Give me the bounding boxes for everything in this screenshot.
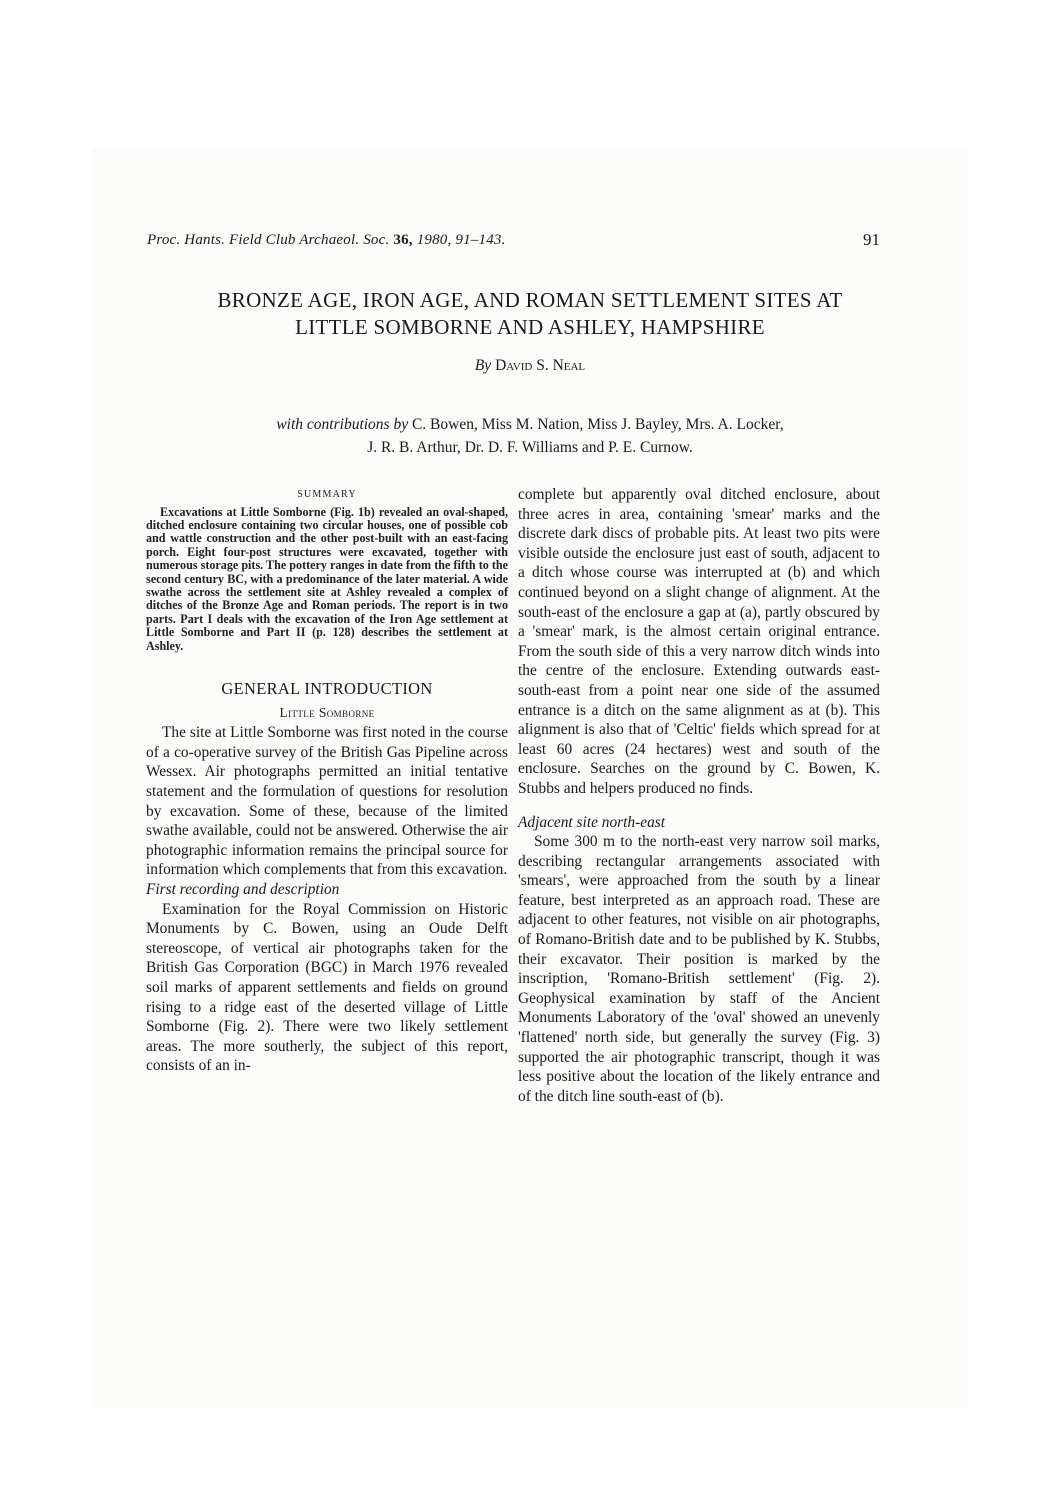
summary-text: Excavations at Little Somborne (Fig. 1b) revealed an oval-shaped, ditched enclosure containing two circular houses, one of possible cob and wattle construction and the other post-built with an east-facing porch. Eight four-post structures were excavated, together with numerous storage pits. The pottery ranges in date from the fifth to the second century BC, with a predominance of the later material. A wide swathe across the settlement site at Ashley revealed a complex of ditches of the Bronze Age and Roman periods. The report is in two parts. Part I deals with the excavation of the Iron Age settlement at Little Somborne and Part II (p. 128) describes the settlement at Ashley. (146, 504, 508, 653)
running-head (147, 232, 880, 249)
contributors-line-1: C. Bowen, Miss M. Nation, Miss J. Bayley, Mrs. A. Locker, (411, 416, 784, 433)
article-title (130, 287, 930, 341)
byline (130, 357, 930, 375)
little-somborne-subheading: Little Somborne (279, 704, 375, 720)
title-line-2: LITTLE SOMBORNE AND ASHLEY, HAMPSHIRE (295, 315, 765, 339)
right-column (518, 485, 880, 1106)
page-number: 91 (863, 230, 880, 249)
first-recording-heading: First recording and description (146, 881, 340, 898)
right-paragraph-1: complete but apparently oval ditched enclosure, about three acres in area, containing 'smear' marks and the discrete dark discs of probable pits. At least two pits were visible outside the enclosure just east of south, adjacent to a ditch whose course was interrupted at (b) and which continued beyond on a slight change of alignment. At the south-east of the enclosure a gap at (a), partly obscured by a 'smear' mark, is the almost certain original entrance. From the south side of this a very narrow ditch winds into the centre of the enclosure. Extending outwards east-south-east from a point near one side of the assumed entrance is a ditch on the same alignment as at (b). This alignment is also that of 'Celtic' fields which spread for at least 60 acres (24 hectares) west and south of the enclosure. Searches on the ground by C. Bowen, K. Stubbs and helpers produced no finds. (518, 486, 880, 797)
introduction-paragraph-2: Examination for the Royal Commission on Historic Monuments by C. Bowen, using an Oude Delft stereoscope, of vertical air photographs taken for the British Gas Corporation (BGC) in March 1976 revealed soil marks of apparent settlements and fields on ground rising to a ridge east of the deserted village of Little Somborne (Fig. 2). There were two likely settlement areas. The more southerly, the subject of this report, consists of an in- (146, 900, 508, 1075)
author-name: David S. Neal (495, 357, 586, 374)
introduction-paragraph-1: The site at Little Somborne was first noted in the course of a co-operative survey of the British Gas Pipeline across Wessex. Air photographs permitted an initial tentative statement and the formulation of questions for resolution by excavation. Some of these, because of the limited swathe available, could not be answered. Otherwise the air photographic information remains the principal source for information which complements that from this excavation. (146, 724, 508, 879)
journal-name: Proc. Hants. Field Club Archaeol. Soc. (147, 232, 390, 248)
volume-number: 36, (393, 232, 413, 248)
summary-heading: SUMMARY (297, 489, 357, 500)
left-column (146, 485, 508, 1076)
title-line-1: BRONZE AGE, IRON AGE, AND ROMAN SETTLEMENT SITES AT (217, 288, 843, 312)
general-introduction-heading: GENERAL INTRODUCTION (221, 679, 433, 699)
byline-by: By (474, 357, 492, 374)
contributors-line-2: J. R. B. Arthur, Dr. D. F. Williams and P. E. Curnow. (367, 439, 693, 456)
adjacent-site-heading: Adjacent site north-east (518, 813, 666, 831)
right-paragraph-2: Some 300 m to the north-east very narrow soil marks, describing rectangular arrangements associated with 'smears', were approached from the south by a linear feature, best interpreted as an approach road. These are adjacent to other features, not visible on air photographs, of Romano-British date and to be published by K. Stubbs, their excavator. Their position is marked by the inscription, 'Romano-British settlement' (Fig. 2). Geophysical examination by staff of the Ancient Monuments Laboratory of the 'oval' showed an unevenly 'flattened' north side, but generally the survey (Fig. 3) supported the air photographic transcript, though it was less positive about the location of the likely entrance and of the ditch line south-east of (b). (518, 833, 880, 1105)
contributions-prefix: with contributions by (276, 416, 409, 433)
citation-pages: 1980, 91–143. (416, 232, 506, 248)
contributors (150, 413, 910, 459)
